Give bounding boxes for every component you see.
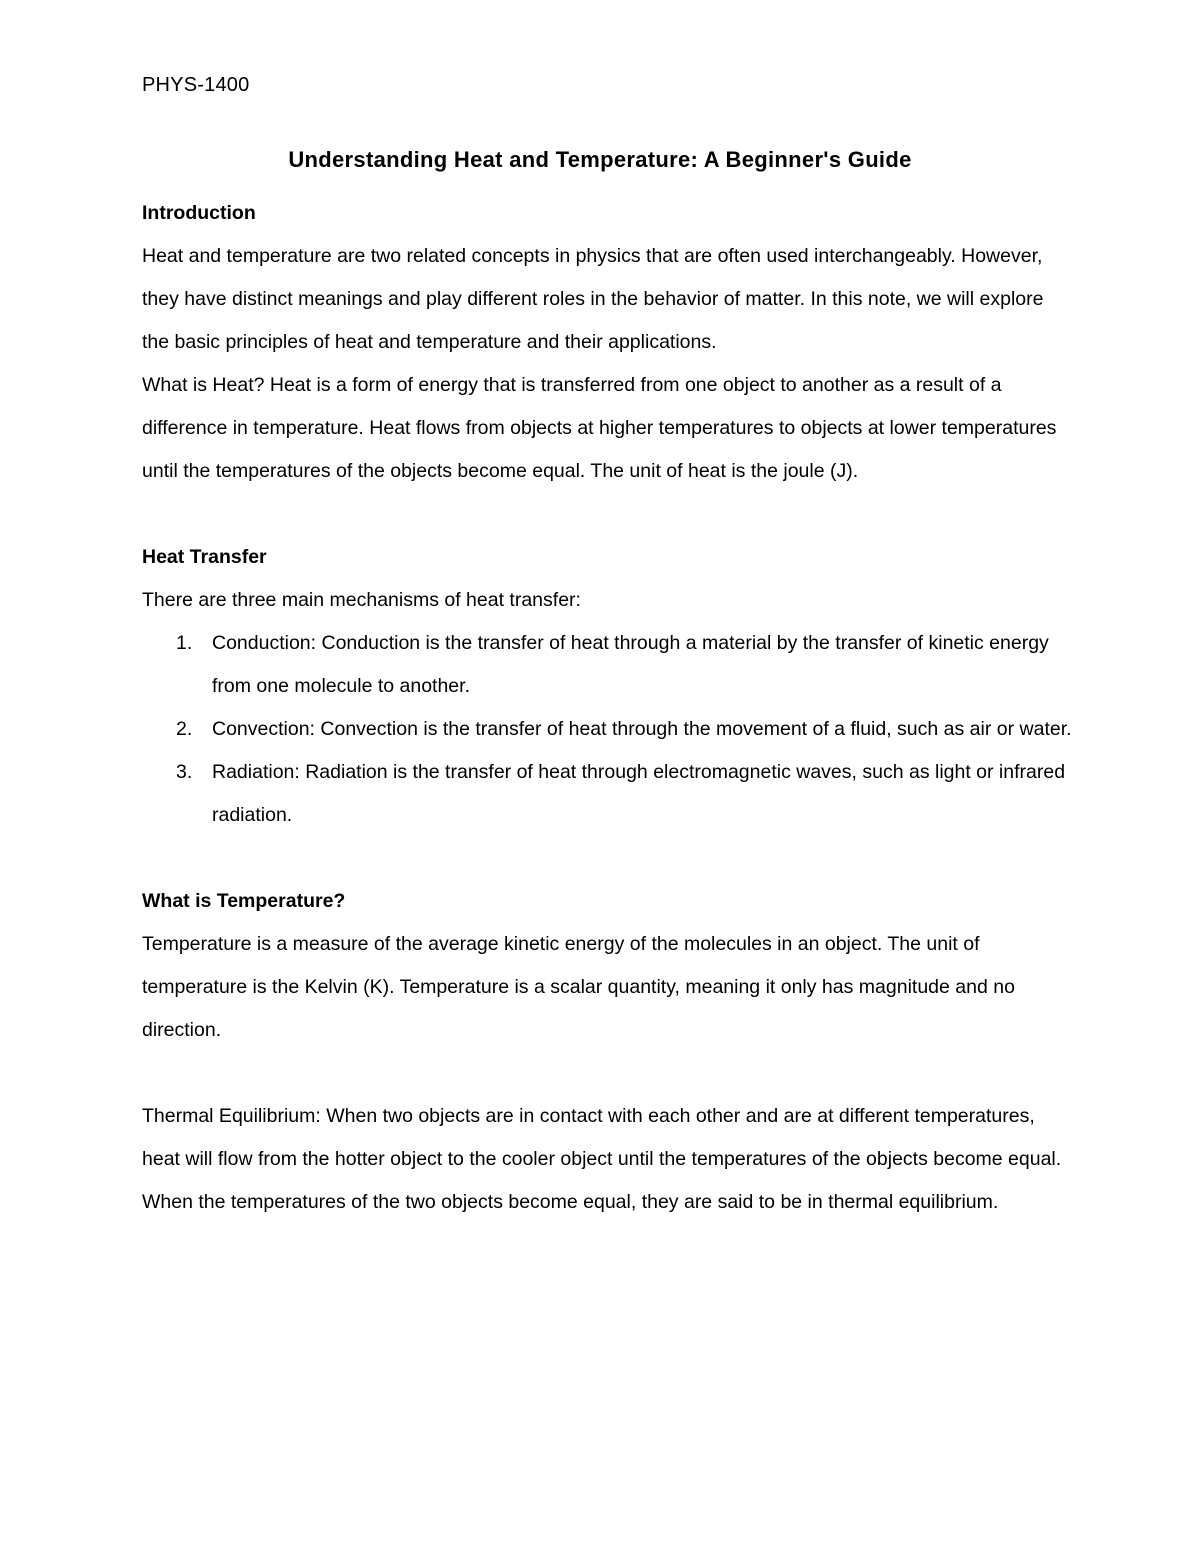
introduction-paragraph: Heat and temperature are two related concepts in physics that are often used interchangeably. However, they have distinct meanings and play different roles in the behavior of matter. In this note, we will explore the basic principles of heat and temperature and their applications. xyxy=(142,245,1044,353)
thermal-equilibrium-paragraph: Thermal Equilibrium: When two objects are in contact with each other and are at different temperatures, heat will flow from the hotter object to the cooler object until the temperatures of the objects become equal. When the temperatures of the two objects become equal, they are said to be in thermal equilibrium. xyxy=(142,1105,1062,1213)
list-item-text: Conduction: Conduction is the transfer of heat through a material by the transfer of kinetic energy from one molecule to another. xyxy=(212,632,1049,697)
list-item-text: Convection: Convection is the transfer of heat through the movement of a fluid, such as air or water. xyxy=(212,718,1072,740)
section-spacer xyxy=(142,493,1072,536)
what-is-heat-paragraph: What is Heat? Heat is a form of energy that is transferred from one object to another as a result of a difference in temperature. Heat flows from objects at higher temperatures to objects at lower temperatures until the temperatures of the objects become equal. The unit of heat is the joule (J). xyxy=(142,374,1057,482)
course-code-header: PHYS-1400 xyxy=(142,74,250,96)
list-item-radiation xyxy=(142,751,1072,837)
heat-transfer-list xyxy=(142,622,1072,837)
list-item-convection xyxy=(142,708,1072,751)
list-item-number: 3. xyxy=(176,761,193,783)
list-item-number: 2. xyxy=(176,718,193,740)
section-spacer xyxy=(142,1052,1072,1095)
heat-transfer-intro: There are three main mechanisms of heat transfer: xyxy=(142,589,581,611)
list-item-text: Radiation: Radiation is the transfer of heat through electromagnetic waves, such as light or infrared radiation. xyxy=(212,761,1066,826)
heat-transfer-heading: Heat Transfer xyxy=(142,546,267,568)
temperature-heading: What is Temperature? xyxy=(142,890,346,912)
temperature-paragraph: Temperature is a measure of the average kinetic energy of the molecules in an object. The unit of temperature is the Kelvin (K). Temperature is a scalar quantity, meaning it only has magnitude and no direction. xyxy=(142,933,1015,1041)
list-item-number: 1. xyxy=(176,632,193,654)
document-body xyxy=(142,192,1072,1224)
introduction-heading: Introduction xyxy=(142,202,256,224)
document-title: Understanding Heat and Temperature: A Beginner's Guide xyxy=(288,147,912,172)
list-item-conduction xyxy=(142,622,1072,708)
section-spacer xyxy=(142,837,1072,880)
